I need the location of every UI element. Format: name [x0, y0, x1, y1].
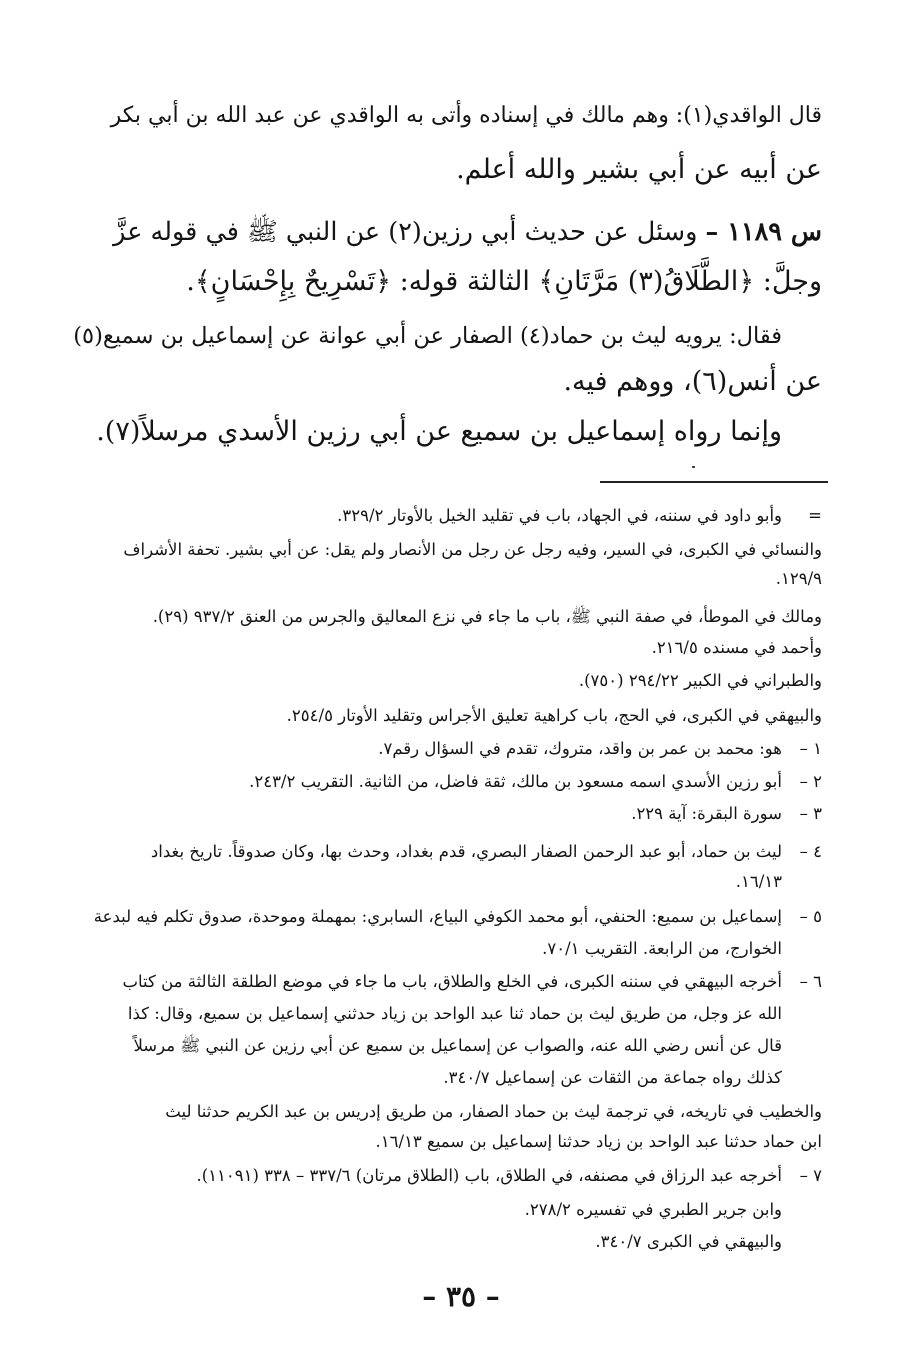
page-number: – ٣٥ – [422, 1280, 500, 1313]
footnote-number: ٤ – [799, 842, 822, 861]
main-text-line: وجلَّ: ﴿الطَّلَاقُ(٣) مَرَّتَانِ﴾ الثالثة قوله: ﴿تَسْرِيحٌ بِإِحْسَانٍ﴾. [186, 266, 822, 297]
footnote-line: والخطيب في تاريخه، في ترجمة ليث بن حماد الصفار، من طريق إدريس بن عبد الكريم حدثنا ليث [165, 1102, 822, 1121]
footnote-number: ٢ – [799, 772, 822, 791]
footnote-line: ١٦/١٣. [735, 872, 782, 891]
footnote-number: ٧ – [799, 1166, 822, 1185]
footnote-line: ابن حماد حدثنا عبد الواحد بن زياد حدثنا إسماعيل بن سميع ١٦/١٣. [375, 1132, 822, 1151]
footnote-line: أخرجه عبد الرزاق في مصنفه، في الطلاق، باب (الطلاق مرتان) ٣٣٧/٦ – ٣٣٨ (١١٠٩١). [196, 1166, 782, 1185]
main-text-line: فقال: يرويه ليث بن حماد(٤) الصفار عن أبي عوانة عن إسماعيل بن سميع(٥) [73, 323, 782, 349]
footnote-line: والبيهقي في الكبرى، في الحج، باب كراهية تعليق الأجراس وتقليد الأوتار ٢٥٤/٥. [286, 706, 822, 725]
footnote-line: والنسائي في الكبرى، في السير، وفيه رجل عن رجل من الأنصار ولم يقل: عن أبي بشير. تحفة الأشراف [123, 540, 822, 559]
main-text-line: وسئل عن حديث أبي رزين(٢) عن النبي ﷺ في قوله عزَّ [113, 217, 698, 247]
footnote-line: الخوارج، من الرابعة. التقريب ٧٠/١. [542, 939, 782, 958]
continuation-mark: = [808, 506, 822, 525]
footnote-number: ٦ – [799, 972, 822, 991]
footnote-line: أخرجه البيهقي في سننه الكبرى، في الخلع والطلاق، باب ما جاء في موضع الطلقة الثالثة من كتاب [122, 972, 782, 991]
main-text-line: عن أبيه عن أبي بشير والله أعلم. [456, 154, 822, 185]
main-text-line: عن أنس(٦)، ووهم فيه. [563, 366, 822, 397]
footnote-line: والبيهقي في الكبرى ٣٤٠/٧. [595, 1232, 782, 1251]
footnote-line: والطبراني في الكبير ٢٩٤/٢٢ (٧٥٠). [578, 671, 822, 690]
footnote-line: وأحمد في مسنده ٢١٦/٥. [651, 638, 822, 657]
footnote-line: أبو رزين الأسدي اسمه مسعود بن مالك، ثقة فاضل، من الثانية. التقريب ٢٤٣/٢. [249, 772, 782, 791]
footnote-line: وأبو داود في سننه، في الجهاد، باب في تقليد الخيل بالأوتار ٣٢٩/٢. [337, 506, 782, 525]
footnote-number: ٣ – [799, 804, 822, 823]
footnote-line: سورة البقرة: آية ٢٢٩. [631, 804, 782, 823]
footnote-line: إسماعيل بن سميع: الحنفي، أبو محمد الكوفي البياع، السابري: بمهملة وموحدة، صدوق تكلم فيه لبدعة [93, 907, 782, 926]
footnote-line: هو: محمد بن عمر بن واقد، متروك، تقدم في السؤال رقم٧. [378, 739, 782, 758]
footnote-number: ١ – [799, 739, 822, 758]
question-label: س ١١٨٩ – [705, 217, 822, 247]
footnote-line: ١٢٩/٩. [775, 569, 822, 588]
question-line [112, 212, 822, 252]
main-text-line: قال الواقدي(١): وهم مالك في إسناده وأتى به الواقدي عن عبد الله بن أبي بكر [110, 103, 822, 128]
footnote-line: كذلك رواه جماعة من الثقات عن إسماعيل ٣٤٠/٧. [443, 1068, 782, 1087]
footnote-line: ومالك في الموطأ، في صفة النبي ﷺ، باب ما جاء في نزع المعاليق والجرس من العنق ٩٣٧/٢ (٢٩). [152, 607, 822, 626]
main-text-line: وإنما رواه إسماعيل بن سميع عن أبي رزين الأسدي مرسلاً(٧). [96, 416, 782, 447]
footnote-line: قال عن أنس رضي الله عنه، والصواب عن إسماعيل بن سميع عن أبي رزين عن النبي ﷺ مرسلاً [133, 1036, 782, 1055]
footnote-line: ليث بن حماد، أبو عبد الرحمن الصفار البصري، قدم بغداد، وحدث بها، وكان صدوقاً. تاريخ بغداد [150, 842, 782, 861]
footnote-separator [600, 481, 828, 483]
footnote-number: ٥ – [799, 907, 822, 926]
footnote-line: وابن جرير الطبري في تفسيره ٢٧٨/٢. [524, 1200, 782, 1219]
footnote-line: الله عز وجل، من طريق ليث بن حماد ثنا عبد الواحد بن زياد حدثني إسماعيل بن سميع، وقال: كذا [127, 1004, 782, 1023]
ink-speck [692, 466, 695, 468]
